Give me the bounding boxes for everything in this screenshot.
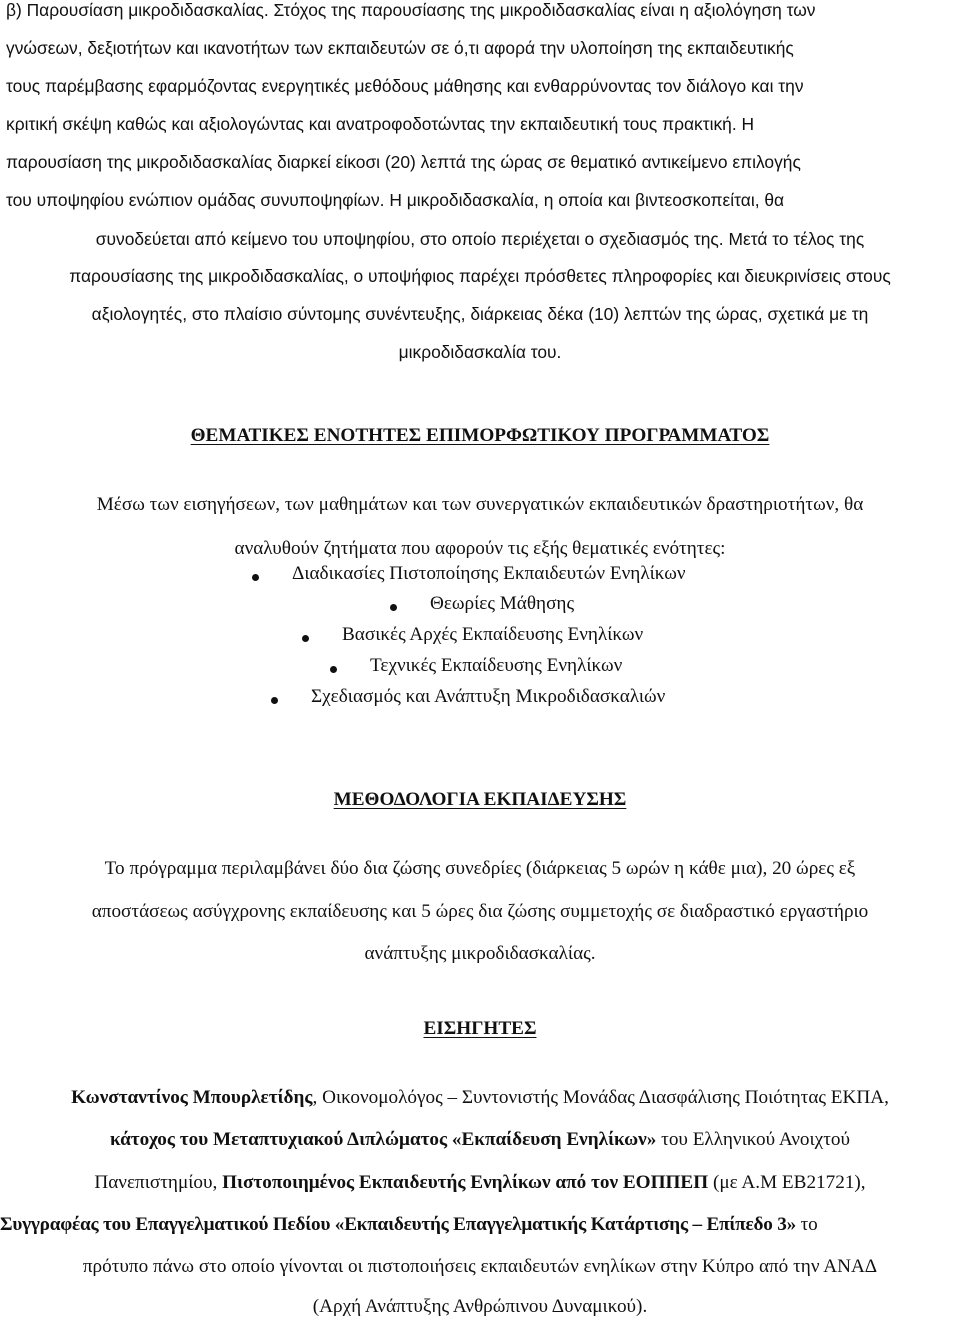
paragraph-line: συνοδεύεται από κείμενο του υποψηφίου, στο οποίο περιέχεται ο σχεδιασμός της. Μετά το τέλος της	[95, 229, 865, 249]
paragraph-line: παρουσίασης της μικροδιδασκαλίας, ο υποψήφιος παρέχει πρόσθετες πληροφορίες και διευκρινίσεις στους	[69, 266, 891, 286]
methodology-line: Το πρόγραμμα περιλαμβάνει δύο δια ζώσης συνεδρίες (διάρκειας 5 ωρών η κάθε μια), 20 ώρες εξ	[104, 858, 856, 879]
speaker-text: του Ελληνικού Ανοιχτού	[656, 1129, 851, 1150]
paragraph-line: του υποψηφίου ενώπιον ομάδας συνυποψηφίων. Η μικροδιδασκαλία, η οποία και βιντεοσκοπείται, θα	[6, 190, 785, 210]
methodology-heading: ΜΕΘΟΔΟΛΟΓΙΑ ΕΚΠΑΙΔΕΥΣΗΣ	[333, 789, 627, 810]
bullet-icon	[330, 666, 337, 673]
list-item-label: Διαδικασίες Πιστοποίησης Εκπαιδευτών Ενηλίκων	[292, 563, 686, 584]
bullet-icon	[302, 635, 309, 642]
paragraph-line: τους παρέμβασης εφαρμόζοντας ενεργητικές μεθόδους μάθησης και ενθαρρύνοντας τον διάλογο και την	[6, 76, 804, 96]
list-item	[302, 624, 643, 646]
paragraph-line: κριτική σκέψη καθώς και αξιολογώντας και ανατροφοδοτώντας την εκπαιδευτική τους πρακτική. Η	[6, 114, 755, 134]
list-item-label: Τεχνικές Εκπαίδευσης Ενηλίκων	[370, 655, 623, 676]
paragraph-line: παρουσίαση της μικροδιδασκαλίας διαρκεί είκοσι (20) λεπτά της ώρας σε θεματικό αντικείμενο επιλογής	[6, 152, 801, 172]
bullet-icon	[271, 697, 278, 704]
paragraph-line: μικροδιδασκαλία του.	[398, 342, 562, 362]
paragraph-line: γνώσεων, δεξιοτήτων και ικανοτήτων των εκπαιδευτών σε ό,τι αφορά την υλοποίηση της εκπαιδευτικής	[6, 38, 794, 58]
list-item-label: Θεωρίες Μάθησης	[430, 593, 575, 614]
speaker-line	[0, 1214, 960, 1236]
list-item	[252, 563, 686, 585]
speaker-line: (Αρχή Ανάπτυξης Ανθρώπινου Δυναμικού).	[312, 1296, 648, 1317]
speaker-certification: Πιστοποιημένος Εκπαιδευτής Ενηλίκων από τον ΕΟΠΠΕΠ	[222, 1172, 709, 1193]
bullet-icon	[252, 574, 259, 581]
speaker-line	[0, 1129, 960, 1151]
speaker-name: Κωνσταντίνος Μπουρλετίδης	[71, 1087, 313, 1108]
list-item-label: Σχεδιασμός και Ανάπτυξη Μικροδιδασκαλιών	[311, 686, 666, 707]
speaker-degree: κάτοχος του Μεταπτυχιακού Διπλώματος «Εκπαίδευση Ενηλίκων»	[109, 1129, 657, 1150]
list-item-label: Βασικές Αρχές Εκπαίδευσης Ενηλίκων	[342, 624, 644, 645]
speaker-line	[0, 1087, 960, 1109]
speakers-heading: ΕΙΣΗΓΗΤΕΣ	[423, 1018, 537, 1039]
thematic-heading: ΘΕΜΑΤΙΚΕΣ ΕΝΟΤΗΤΕΣ ΕΠΙΜΟΡΦΩΤΙΚΟΥ ΠΡΟΓΡΑΜΜΑΤΟΣ	[190, 425, 770, 446]
paragraph-line: αξιολογητές, στο πλαίσιο σύντομης συνέντευξης, διάρκειας δέκα (10) λεπτών της ώρας, σχετικά με τη	[91, 304, 869, 324]
speaker-text: (με Α.Μ ΕΒ21721),	[708, 1172, 866, 1193]
speaker-text: το	[795, 1214, 818, 1235]
list-item	[390, 593, 574, 615]
bullet-icon	[390, 604, 397, 611]
speaker-line: πρότυπο πάνω στο οποίο γίνονται οι πιστοποιήσεις εκπαιδευτών ενηλίκων στην Κύπρο από την ΑΝΑΔ	[82, 1256, 878, 1277]
speaker-author: Συγγραφέας του Επαγγελματικού Πεδίου «Εκπαιδευτής Επαγγελματικής Κατάρτισης – Επίπεδο 3»	[0, 1214, 796, 1235]
speaker-text: , Οικονομολόγος – Συντονιστής Μονάδας Διασφάλισης Ποιότητας ΕΚΠΑ,	[312, 1087, 889, 1108]
speaker-text: Πανεπιστημίου,	[94, 1172, 223, 1193]
paragraph-line: β) Παρουσίαση μικροδιδασκαλίας. Στόχος της παρουσίασης της μικροδιδασκαλίας είναι η αξιολόγηση των	[6, 0, 816, 20]
speaker-line	[0, 1172, 960, 1194]
list-item	[271, 686, 665, 708]
list-item	[330, 655, 622, 677]
methodology-line: αποστάσεως ασύγχρονης εκπαίδευσης και 5 ώρες δια ζώσης συμμετοχής σε διαδραστικό εργαστήριο	[91, 901, 869, 922]
thematic-intro-line: Μέσω των εισηγήσεων, των μαθημάτων και των συνεργατικών εκπαιδευτικών δραστηριοτήτων, θα	[96, 494, 864, 515]
thematic-intro-line: αναλυθούν ζητήματα που αφορούν τις εξής θεματικές ενότητες:	[234, 538, 726, 559]
methodology-line: ανάπτυξης μικροδιδασκαλίας.	[364, 943, 596, 964]
